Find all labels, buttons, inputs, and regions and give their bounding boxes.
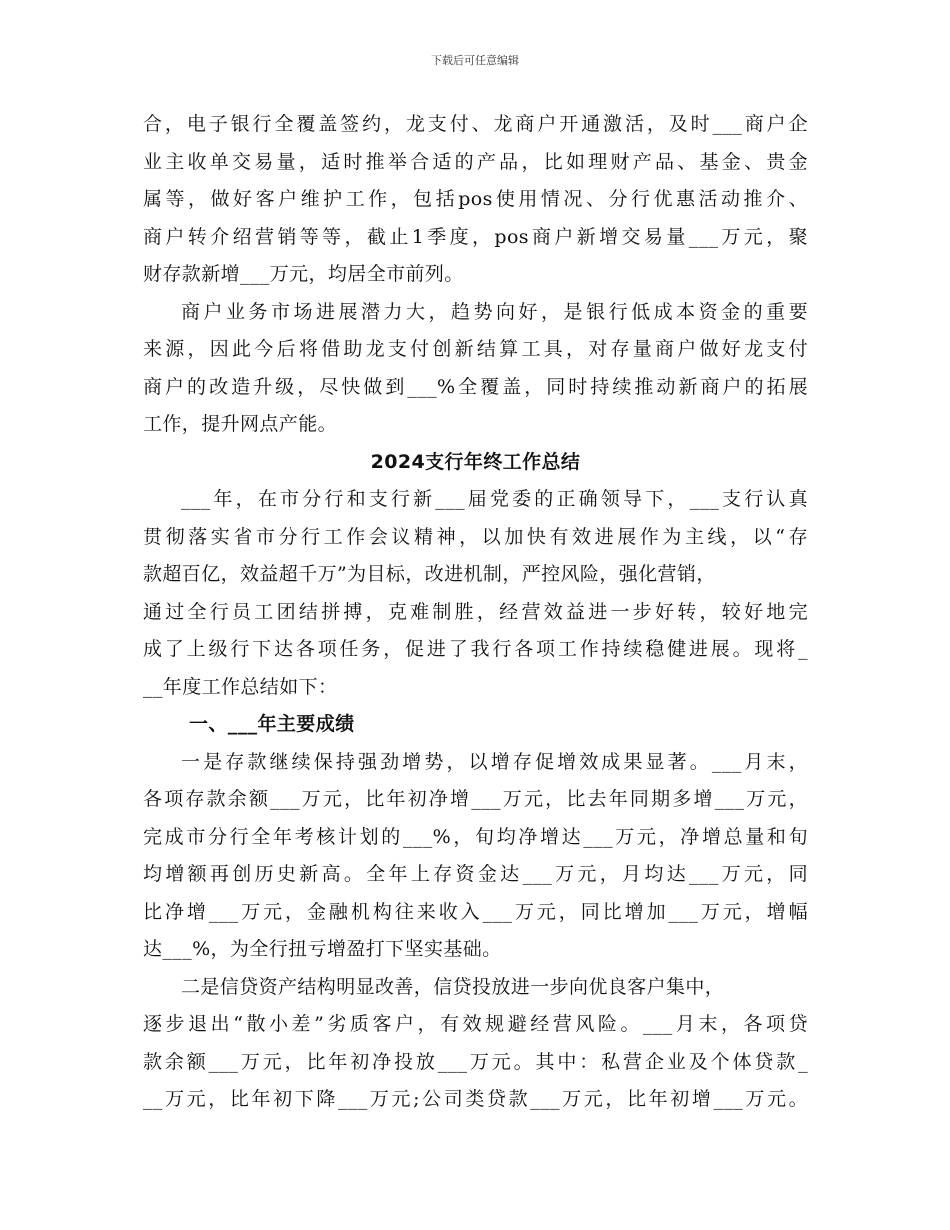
text-line: 完成市分行全年考核计划的___%，旬均净增达___万元，净增总量和旬	[143, 825, 808, 848]
text-line: 属等，做好客户维护工作，包括pos使用情况、分行优惠活动推介、	[143, 188, 808, 210]
text-line: __万元，比年初下降___万元;公司类贷款___万元，比年初增___万元。	[143, 1088, 808, 1110]
text-line: 款余额___万元，比年初净投放___万元。其中：私营企业及个体贷款_	[143, 1050, 808, 1073]
text-line: 均增额再创历史新高。全年上存资金达___万元，月均达___万元，同	[143, 863, 808, 885]
text-line: ___年，在市分行和支行新___届党委的正确领导下，___支行认真	[181, 488, 808, 510]
text-line: 贯彻落实省市分行工作会议精神，以加快有效进展作为主线，以“存	[143, 525, 808, 548]
text-line: 二是信贷资产结构明显改善，信贷投放进一步向优良客户集中，	[181, 975, 725, 998]
text-line: 来源，因此今后将借助龙支付创新结算工具，对存量商户做好龙支付	[143, 338, 808, 360]
text-line: 业主收单交易量，适时推举合适的产品，比如理财产品、基金、贵金	[143, 150, 808, 173]
text-line: 通过全行员工团结拼搏，克难制胜，经营效益进一步好转，较好地完	[143, 600, 808, 623]
text-line: 达___%，为全行扭亏增盈打下坚实基础。	[143, 938, 502, 960]
text-line: 合，电子银行全覆盖签约，龙支付、龙商户开通激活，及时___商户企	[143, 113, 808, 135]
text-line: 一是存款继续保持强劲增势，以增存促增效成果显著。___月末，	[181, 750, 808, 773]
page-header: 下载后可任意编辑	[431, 54, 519, 67]
text-line: 成了上级行下达各项任务，促进了我行各项工作持续稳健进展。现将_	[143, 638, 808, 660]
text-line: 财存款新增___万元，均居全市前列。	[143, 263, 464, 285]
text-line: 商户转介绍营销等等，截止1季度，pos商户新增交易量___万元，聚	[143, 225, 808, 248]
text-line: 各项存款余额___万元，比年初净增___万元，比去年同期多增___万元，	[143, 788, 808, 810]
text-line: __年度工作总结如下：	[143, 675, 338, 698]
text-line: 比净增___万元，金融机构往来收入___万元，同比增加___万元，增幅	[143, 900, 808, 923]
text-line: 商户的改造升级，尽快做到___%全覆盖，同时持续推动新商户的拓展	[143, 375, 808, 398]
text-line: 逐步退出“散小差”劣质客户，有效规避经营风险。___月末，各项贷	[143, 1013, 808, 1035]
section-heading: 一、___年主要成绩	[189, 713, 355, 735]
text-line: 商户业务市场进展潜力大，趋势向好，是银行低成本资金的重要	[181, 300, 808, 323]
text-line: 款超百亿，效益超千万”为目标，改进机制，严控风险，强化营销，	[143, 563, 716, 585]
text-line: 工作，提升网点产能。	[143, 413, 338, 435]
section-title: 2024支行年终工作总结	[370, 450, 581, 473]
document-body	[143, 106, 808, 1119]
